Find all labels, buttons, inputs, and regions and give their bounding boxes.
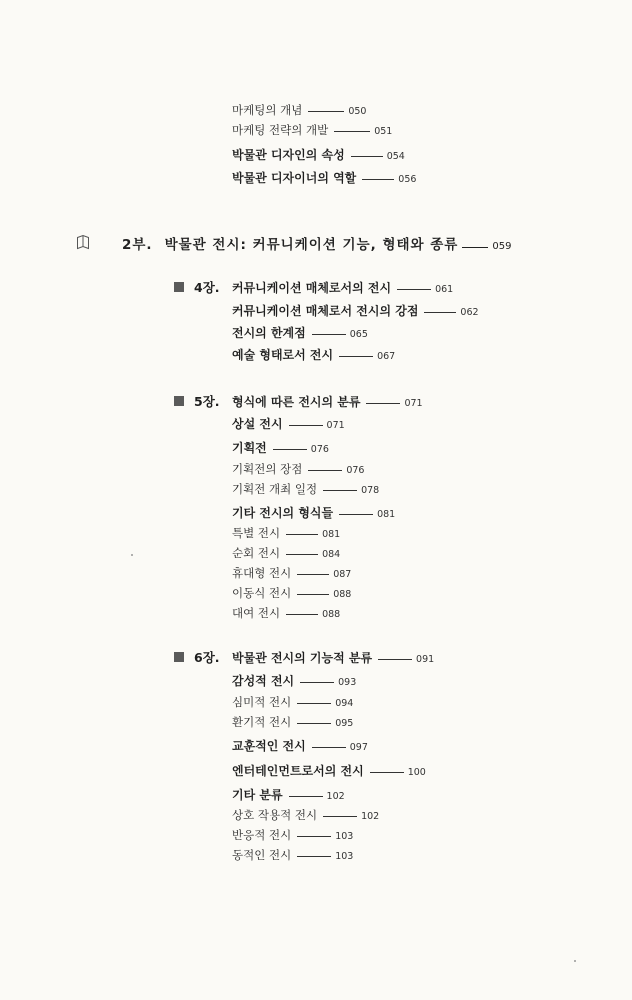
entry-page: 062 [460, 307, 479, 318]
chapter-bullet [174, 396, 184, 406]
entry-title: 커뮤니케이션 매체로서 전시의 강점 [232, 304, 419, 318]
entry-title: 마케팅의 개념 [232, 103, 303, 117]
leader-line [424, 312, 456, 313]
entry-title: 감성적 전시 [232, 674, 295, 688]
entry-title: 형식에 따른 전시의 분류 [232, 395, 361, 409]
leader-line [297, 856, 331, 857]
toc-entry [232, 544, 340, 563]
leader-line [297, 574, 329, 575]
entry-title: 박물관 전시의 기능적 분류 [232, 651, 373, 665]
toc-entry [232, 762, 426, 781]
entry-page: 071 [404, 398, 423, 409]
chapter-bullet [174, 652, 184, 662]
toc-entry [232, 415, 345, 434]
entry-title: 상설 전시 [232, 417, 283, 431]
entry-title: 박물관 디자인의 속성 [232, 148, 345, 162]
toc-entry [232, 584, 351, 603]
entry-title: 특별 전시 [232, 526, 281, 540]
leader-line [323, 816, 357, 817]
entry-title: 교훈적인 전시 [232, 739, 306, 753]
entry-page: 076 [310, 444, 329, 455]
leader-line [378, 659, 412, 660]
toc-entry [232, 604, 340, 623]
entry-page: 088 [322, 609, 341, 620]
entry-title: 휴대형 전시 [232, 566, 292, 580]
entry-title: 기획전 개최 일정 [232, 482, 318, 496]
scan-speck [574, 960, 576, 962]
entry-title: 심미적 전시 [232, 695, 292, 709]
leader-line [339, 514, 373, 515]
leader-line [462, 247, 488, 248]
toc-entry [232, 146, 405, 165]
leader-line [323, 490, 357, 491]
leader-line [289, 796, 323, 797]
scan-speck [131, 554, 133, 556]
entry-page: 091 [416, 654, 435, 665]
entry-page: 095 [335, 718, 354, 729]
leader-line [366, 403, 400, 404]
part-page: 059 [492, 241, 512, 252]
entry-title: 마케팅 전략의 개발 [232, 123, 329, 137]
book-icon [76, 234, 90, 250]
toc-entry [232, 393, 423, 412]
entry-page: 076 [346, 465, 365, 476]
leader-line [362, 179, 394, 180]
toc-entry [232, 846, 353, 865]
entry-title: 반응적 전시 [232, 828, 292, 842]
leader-line [297, 594, 329, 595]
entry-page: 084 [322, 549, 341, 560]
entry-page: 102 [361, 811, 380, 822]
leader-line [351, 156, 383, 157]
entry-page: 081 [377, 509, 396, 520]
leader-line [397, 289, 431, 290]
leader-line [297, 723, 331, 724]
toc-entry [232, 649, 434, 668]
toc-entry [232, 346, 395, 365]
toc-entry [232, 279, 453, 298]
toc-entry [232, 786, 345, 805]
toc-entry [232, 439, 329, 458]
leader-line [308, 111, 344, 112]
entry-title: 이동식 전시 [232, 586, 292, 600]
toc-entry [232, 324, 368, 343]
entry-title: 대여 전시 [232, 606, 281, 620]
entry-page: 097 [349, 742, 368, 753]
toc-entry [232, 169, 416, 188]
entry-page: 067 [377, 351, 396, 362]
entry-title: 상호 작용적 전시 [232, 808, 318, 822]
toc-entry [232, 480, 379, 499]
chapter-number: 5장. [194, 394, 220, 409]
entry-page: 078 [361, 485, 380, 496]
toc-entry [232, 564, 351, 583]
entry-page: 056 [398, 174, 417, 185]
toc-entry [232, 504, 395, 523]
leader-line [312, 747, 346, 748]
entry-page: 103 [335, 851, 354, 862]
entry-page: 065 [349, 329, 368, 340]
toc-entry [232, 806, 379, 825]
entry-title: 환기적 전시 [232, 715, 292, 729]
toc-entry [232, 302, 479, 321]
entry-page: 081 [322, 529, 341, 540]
entry-page: 050 [348, 106, 367, 117]
entry-page: 061 [435, 284, 454, 295]
toc-entry [232, 121, 392, 140]
entry-title: 엔터테인먼트로서의 전시 [232, 764, 364, 778]
entry-title: 기타 분류 [232, 788, 283, 802]
toc-entry [232, 693, 353, 712]
entry-title: 기획전의 장점 [232, 462, 303, 476]
part-number: 2부. [122, 237, 153, 253]
toc-entry [232, 524, 340, 543]
chapter-number: 4장. [194, 280, 220, 295]
leader-line [334, 131, 370, 132]
part-title: 박물관 전시: 커뮤니케이션 기능, 형태와 종류 [164, 237, 459, 253]
entry-page: 071 [326, 420, 345, 431]
leader-line [312, 334, 346, 335]
entry-title: 동적인 전시 [232, 848, 292, 862]
entry-page: 103 [335, 831, 354, 842]
toc-entry [232, 672, 356, 691]
chapter-bullet [174, 282, 184, 292]
entry-page: 093 [338, 677, 357, 688]
leader-line [286, 534, 318, 535]
toc-entry [232, 826, 353, 845]
entry-page: 051 [374, 126, 393, 137]
entry-page: 102 [326, 791, 345, 802]
leader-line [300, 682, 334, 683]
entry-title: 순회 전시 [232, 546, 281, 560]
entry-page: 088 [333, 589, 352, 600]
chapter-number: 6장. [194, 650, 220, 665]
toc-entry [232, 713, 353, 732]
entry-page: 054 [386, 151, 405, 162]
leader-line [297, 836, 331, 837]
leader-line [286, 554, 318, 555]
leader-line [273, 449, 307, 450]
toc-entry [232, 460, 364, 479]
leader-line [339, 356, 373, 357]
leader-line [308, 470, 342, 471]
leader-line [370, 772, 404, 773]
entry-page: 094 [335, 698, 354, 709]
entry-title: 예술 형태로서 전시 [232, 348, 334, 362]
entry-title: 박물관 디자이너의 역할 [232, 171, 357, 185]
leader-line [286, 614, 318, 615]
toc-entry [232, 737, 368, 756]
toc-entry [232, 101, 366, 120]
entry-title: 전시의 한계점 [232, 326, 306, 340]
leader-line [297, 703, 331, 704]
entry-page: 087 [333, 569, 352, 580]
entry-title: 기획전 [232, 441, 267, 455]
part-heading [122, 233, 511, 253]
entry-title: 커뮤니케이션 매체로서의 전시 [232, 281, 392, 295]
entry-page: 100 [407, 767, 426, 778]
leader-line [289, 425, 323, 426]
entry-title: 기타 전시의 형식들 [232, 506, 334, 520]
